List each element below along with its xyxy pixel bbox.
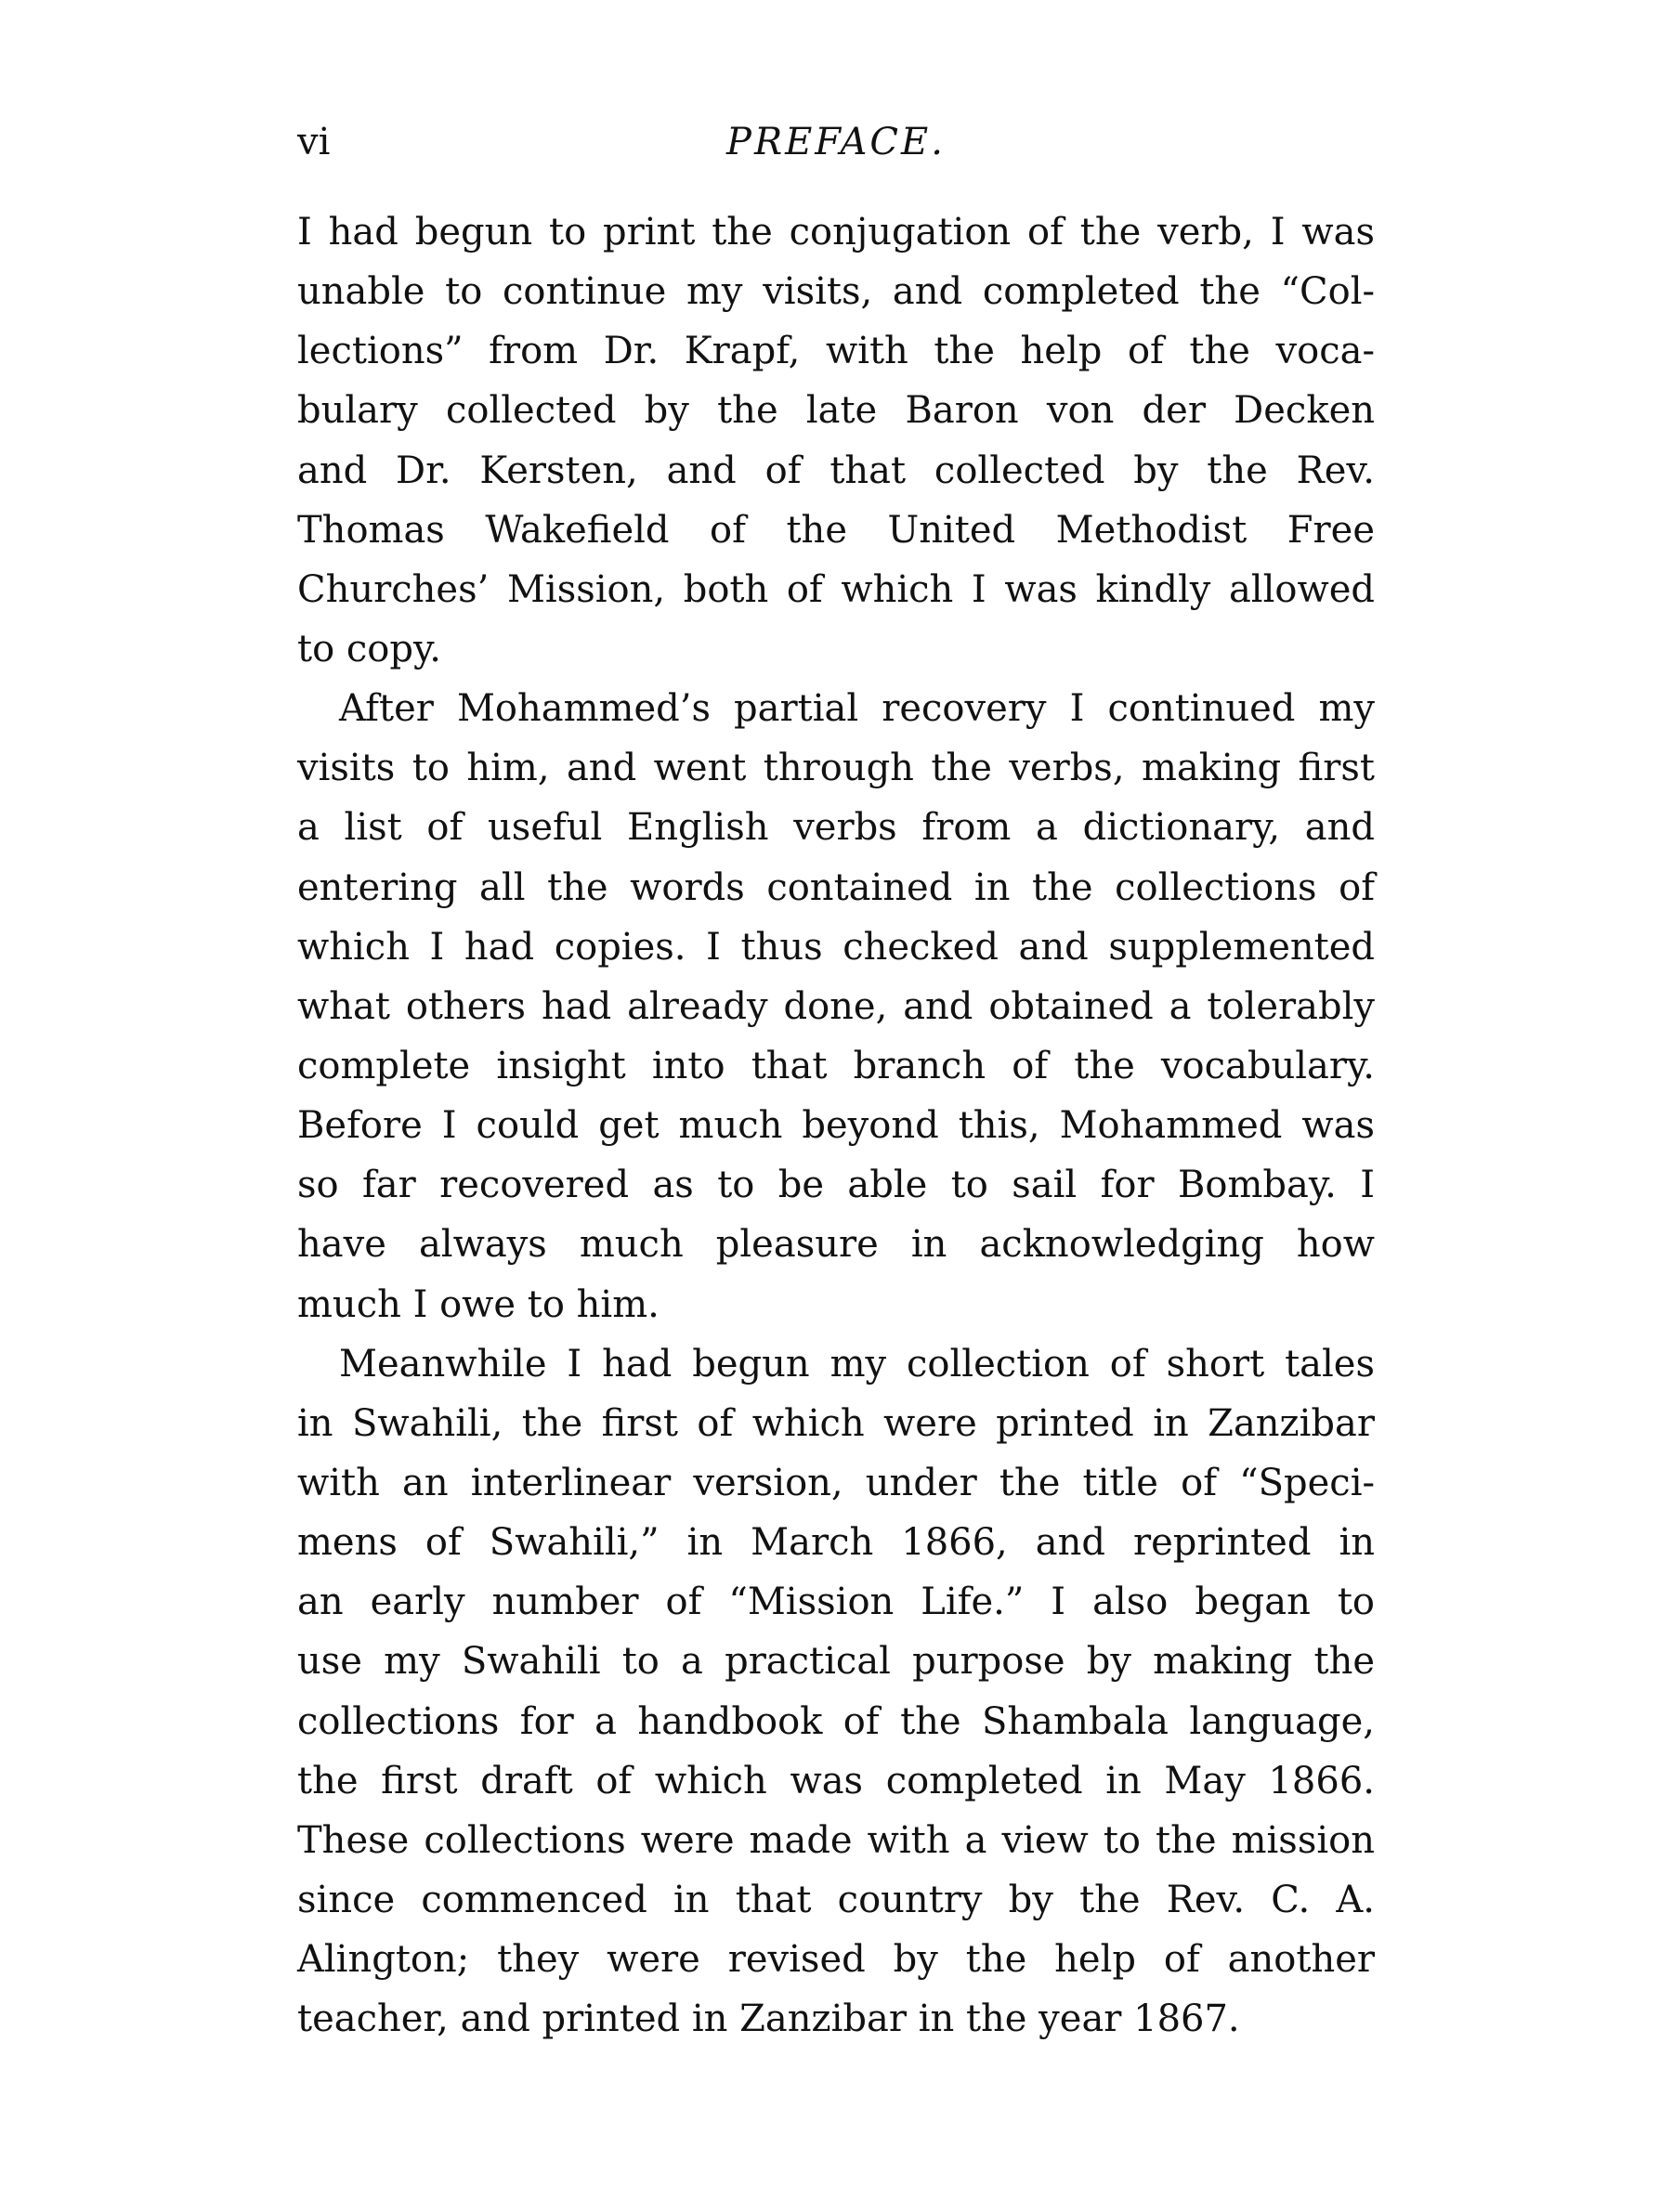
page-number: vi [297,121,331,163]
text-line: Meanwhile I had begun my collection of short tales [339,1342,1375,1386]
text-line: so far recovered as to be able to sail for Bombay. I [297,1164,1375,1207]
text-line: unable to continue my visits, and completed the “Col- [297,270,1375,314]
paragraph-3 [297,1334,1375,2049]
text-line: I had begun to print the conjugation of the verb, I was [297,211,1375,254]
text-line: bulary collected by the late Baron von der Decken [297,389,1375,433]
text-line: in Swahili, the first of which were printed in Zanzibar [297,1401,1375,1445]
text-line: use my Swahili to a practical purpose by making the [297,1640,1375,1684]
text-line: an early number of “Mission Life.” I also began to [297,1581,1375,1624]
text-line: These collections were made with a view to the mission [297,1818,1375,1862]
text-line: Before I could get much beyond this, Mohammed was [297,1104,1375,1148]
text-line: have always much pleasure in acknowledging how [297,1223,1375,1267]
text-line: complete insight into that branch of the vocabulary. [297,1044,1375,1087]
text-line: since commenced in that country by the Rev. C. A. [297,1878,1375,1921]
text-line: collections for a handbook of the Shambala language, [297,1699,1375,1743]
text-line: entering all the words contained in the collections of [297,865,1375,909]
text-line: Thomas Wakefield of the United Methodist Free [297,508,1375,552]
paragraph-1 [297,202,1375,679]
text-line: Alington; they were revised by the help of another [297,1938,1375,1982]
text-line: the first draft of which was completed in May 1866. [297,1759,1375,1802]
text-line: which I had copies. I thus checked and supplemented [297,925,1375,969]
body-text [297,202,1375,2049]
text-line: After Mohammed’s partial recovery I continued my [339,687,1375,731]
text-line: visits to him, and went through the verbs, making first [297,747,1375,790]
text-line: mens of Swahili,” in March 1866, and reprinted in [297,1521,1375,1565]
text-line: with an interlinear version, under the title of “Speci- [297,1461,1375,1504]
running-head: PREFACE. [726,121,946,163]
text-line: a list of useful English verbs from a dictionary, and [297,806,1375,850]
text-line: and Dr. Kersten, and of that collected by the Rev. [297,449,1375,492]
text-line: lections” from Dr. Krapf, with the help of the voca- [297,330,1375,373]
page-header [297,119,1375,165]
text-line: Churches’ Mission, both of which I was kindly allowed [297,567,1375,611]
text-line: teacher, and printed in Zanzibar in the year 1867. [297,1997,1240,2041]
paragraph-2 [297,679,1375,1334]
text-line: much I owe to him. [297,1282,660,1326]
text-line: to copy. [297,627,441,670]
text-line: what others had already done, and obtained a tolerably [297,984,1375,1028]
